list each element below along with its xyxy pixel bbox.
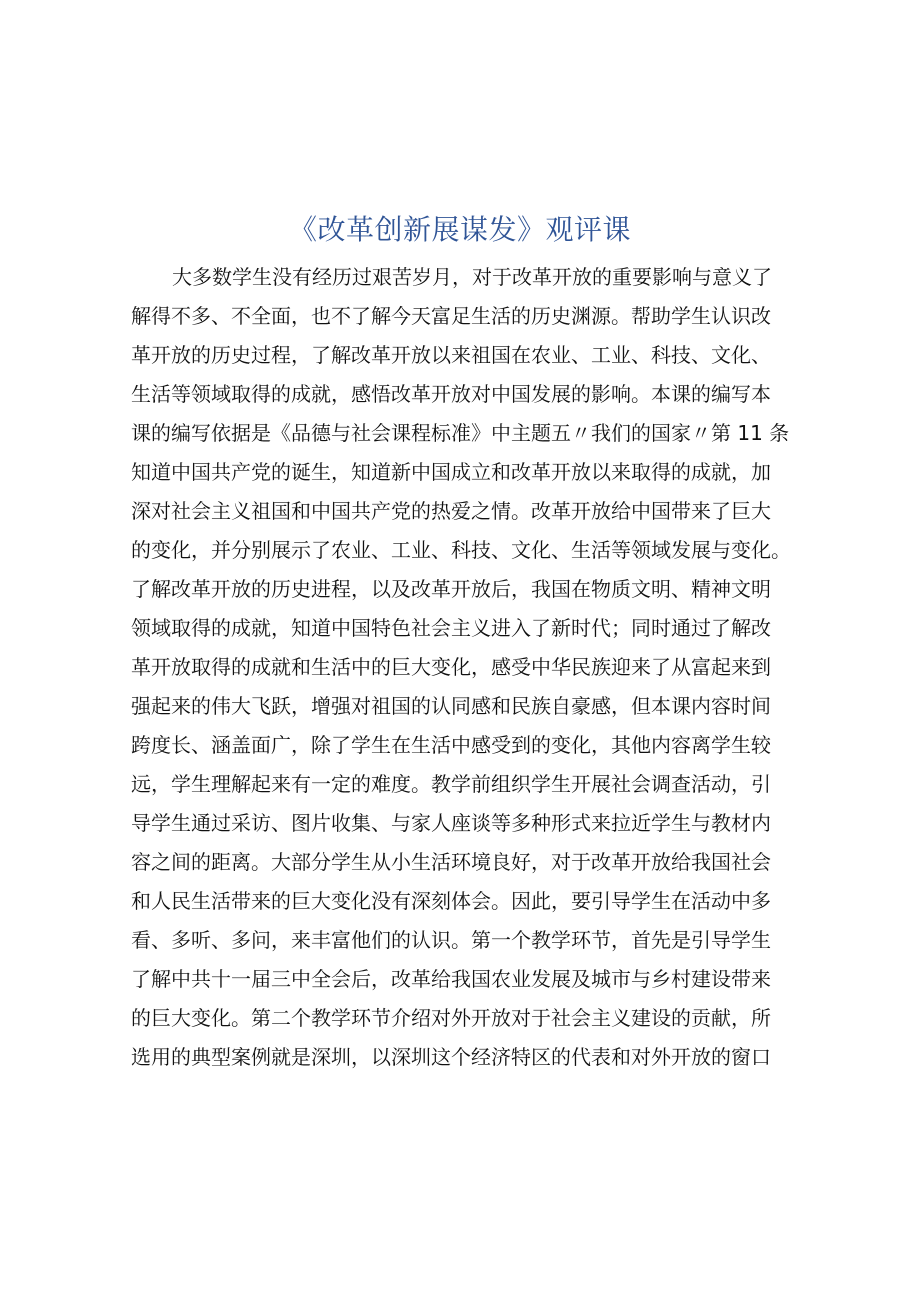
paragraph-line: 看、多听、多问，来丰富他们的认识。第一个教学环节，首先是引导学生 — [131, 928, 771, 952]
document-title: 《改革创新展谋发》观评课 — [288, 213, 631, 246]
paragraph-line: 导学生通过采访、图片收集、与家人座谈等多种形式来拉近学生与教材内 — [131, 811, 771, 835]
paragraph-line: 课的编写依据是《品德与社会课程标准》中主题五〃我们的国家〃第 11 条 — [131, 421, 790, 445]
paragraph-line: 强起来的伟大飞跃，增强对祖国的认同感和民族自豪感，但本课内容时间 — [131, 694, 771, 718]
paragraph-line: 和人民生活带来的巨大变化没有深刻体会。因此，要引导学生在活动中多 — [131, 889, 771, 913]
paragraph-line: 革开放的历史过程，了解改革开放以来祖国在农业、工业、科技、文化、 — [131, 343, 771, 367]
paragraph-line: 革开放取得的成就和生活中的巨大变化，感受中华民族迎来了从富起来到 — [131, 655, 771, 679]
paragraph-line: 了解改革开放的历史进程，以及改革开放后，我国在物质文明、精神文明 — [131, 577, 771, 601]
paragraph-line: 领域取得的成就，知道中国特色社会主义进入了新时代；同时通过了解改 — [131, 616, 771, 640]
paragraph-line: 的变化，并分别展示了农业、工业、科技、文化、生活等领域发展与变化。 — [131, 538, 791, 562]
paragraph-line: 大多数学生没有经历过艰苦岁月，对于改革开放的重要影响与意义了 — [172, 265, 772, 289]
paragraph-line: 远，学生理解起来有一定的难度。教学前组织学生开展社会调查活动，引 — [131, 772, 771, 796]
paragraph-line: 选用的典型案例就是深圳，以深圳这个经济特区的代表和对外开放的窗口 — [131, 1045, 771, 1069]
paragraph-line: 跨度长、涵盖面广，除了学生在生活中感受到的变化，其他内容离学生较 — [131, 733, 771, 757]
paragraph-line: 生活等领域取得的成就，感悟改革开放对中国发展的影响。本课的编写本 — [131, 382, 771, 406]
paragraph-line: 知道中国共产党的诞生，知道新中国成立和改革开放以来取得的成就，加 — [131, 460, 771, 484]
paragraph-line: 容之间的距离。大部分学生从小生活环境良好，对于改革开放给我国社会 — [131, 850, 771, 874]
document-body — [131, 258, 791, 1077]
paragraph-line: 的巨大变化。第二个教学环节介绍对外开放对于社会主义建设的贡献，所 — [131, 1006, 771, 1030]
paragraph-line: 了解中共十一届三中全会后，改革给我国农业发展及城市与乡村建设带来 — [131, 967, 771, 991]
paragraph-line: 解得不多、不全面，也不了解今天富足生活的历史渊源。帮助学生认识改 — [131, 304, 771, 328]
paragraph-line: 深对社会主义祖国和中国共产党的热爱之情。改革开放给中国带来了巨大 — [131, 499, 771, 523]
